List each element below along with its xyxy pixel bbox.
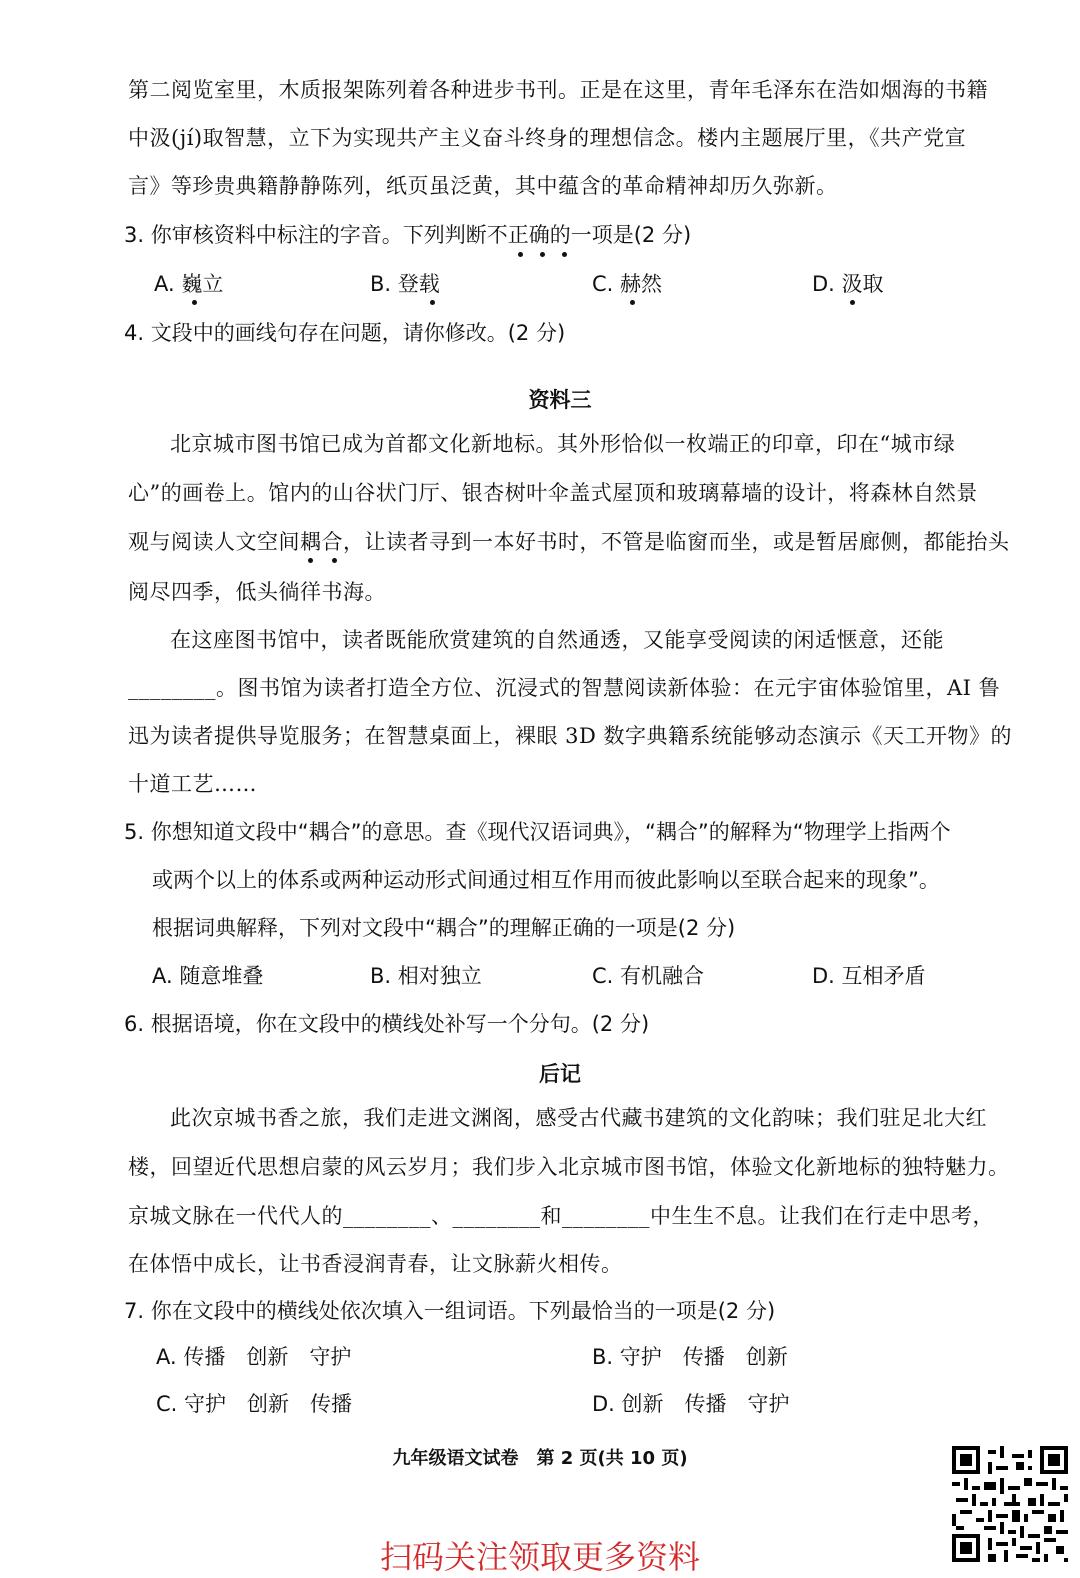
- text-line: 观与阅读人文空间耦合，让读者寻到一本好书时，不管是临窗而坐，或是暂居廊侧，都能抬头: [128, 530, 1010, 554]
- page-footer: 九年级语文试卷 第 2 页(共 10 页): [392, 1448, 688, 1469]
- question-3-stem: 3. 你审核资料中标注的字音。下列判断不正确的一项是(2 分): [124, 223, 692, 247]
- text-line: 第二阅览室里，木质报架陈列着各种进步书刊。正是在这里，青年毛泽东在浩如烟海的书籍: [128, 78, 988, 102]
- option-d: D. 汲取: [812, 272, 884, 296]
- text-line: 言》等珍贵典籍静静陈列，纸页虽泛黄，其中蕴含的革命精神却历久弥新。: [128, 174, 838, 198]
- section-title: 资料三: [528, 388, 592, 412]
- emphasis-dot: [518, 252, 523, 257]
- text-line: 迅为读者提供导览服务；在智慧桌面上，裸眼 3D 数字典籍系统能够动态演示《天工开物》的: [128, 724, 1013, 748]
- text-line: 中汲(jí)取智慧，立下为实现共产主义奋斗终身的理想信念。楼内主题展厅里，《共产党宣: [128, 126, 967, 150]
- option-a: A. 传播 创新 守护: [156, 1345, 352, 1369]
- option-c: C. 有机融合: [592, 964, 705, 988]
- text-line: 此次京城书香之旅，我们走进文渊阁，感受古代藏书建筑的文化韵味；我们驻足北大红: [170, 1106, 987, 1130]
- option-d: D. 互相矛盾: [812, 964, 926, 988]
- option-a: A. 巍立: [154, 272, 224, 296]
- question-7-stem: 7. 你在文段中的横线处依次填入一组词语。下列最恰当的一项是(2 分): [124, 1299, 776, 1323]
- text-line: 京城文脉在一代代人的________、________和________中生生不息。让我们在行走中思考，: [128, 1204, 994, 1228]
- text-line: 心”的画卷上。馆内的山谷状门厅、银杏树叶伞盖式屋顶和玻璃幕墙的设计，将森林自然景: [128, 481, 978, 505]
- section-title: 后记: [539, 1062, 581, 1086]
- promo-banner: 扫码关注领取更多资料: [379, 1538, 700, 1576]
- emphasis-dot: [332, 558, 337, 563]
- emphasis-dot: [308, 558, 313, 563]
- option-c: C. 守护 创新 传播: [156, 1392, 353, 1416]
- option-a: A. 随意堆叠: [152, 964, 264, 988]
- emphasis-dot: [630, 300, 635, 305]
- option-b: B. 登载: [370, 272, 440, 296]
- text-line: 阅尽四季，低头徜徉书海。: [128, 580, 386, 604]
- option-b: B. 相对独立: [370, 964, 482, 988]
- question-5-stem: 或两个以上的体系或两种运动形式间通过相互作用而彼此影响以至联合起来的现象”。: [152, 868, 940, 892]
- text-line: ________。图书馆为读者打造全方位、沉浸式的智慧阅读新体验：在元宇宙体验馆里，AI 鲁: [128, 676, 1001, 700]
- question-6-stem: 6. 根据语境，你在文段中的横线处补写一个分句。(2 分): [124, 1012, 650, 1036]
- emphasis-dot: [562, 252, 567, 257]
- emphasis-dot: [430, 300, 435, 305]
- text-line: 在这座图书馆中，读者既能欣赏建筑的自然通透，又能享受阅读的闲适惬意，还能: [170, 628, 944, 652]
- emphasis-dot: [850, 300, 855, 305]
- option-b: B. 守护 传播 创新: [592, 1345, 788, 1369]
- text-line: 楼，回望近代思想启蒙的风云岁月；我们步入北京城市图书馆，体验文化新地标的独特魅力。: [128, 1155, 1010, 1179]
- question-5-stem: 5. 你想知道文段中“耦合”的意思。查《现代汉语词典》，“耦合”的解释为“物理学上指两个: [124, 820, 951, 844]
- option-d: D. 创新 传播 守护: [592, 1392, 790, 1416]
- emphasis-dot: [540, 252, 545, 257]
- question-5-stem: 根据词典解释，下列对文段中“耦合”的理解正确的一项是(2 分): [152, 916, 736, 940]
- text-line: 十道工艺……: [128, 772, 257, 796]
- text-line: 在体悟中成长，让书香浸润青春，让文脉薪火相传。: [128, 1252, 623, 1276]
- question-4-stem: 4. 文段中的画线句存在问题，请你修改。(2 分): [124, 321, 566, 345]
- emphasis-dot: [192, 300, 197, 305]
- text-line: 北京城市图书馆已成为首都文化新地标。其外形恰似一枚端正的印章，印在“城市绿: [170, 432, 956, 456]
- option-c: C. 赫然: [592, 272, 663, 296]
